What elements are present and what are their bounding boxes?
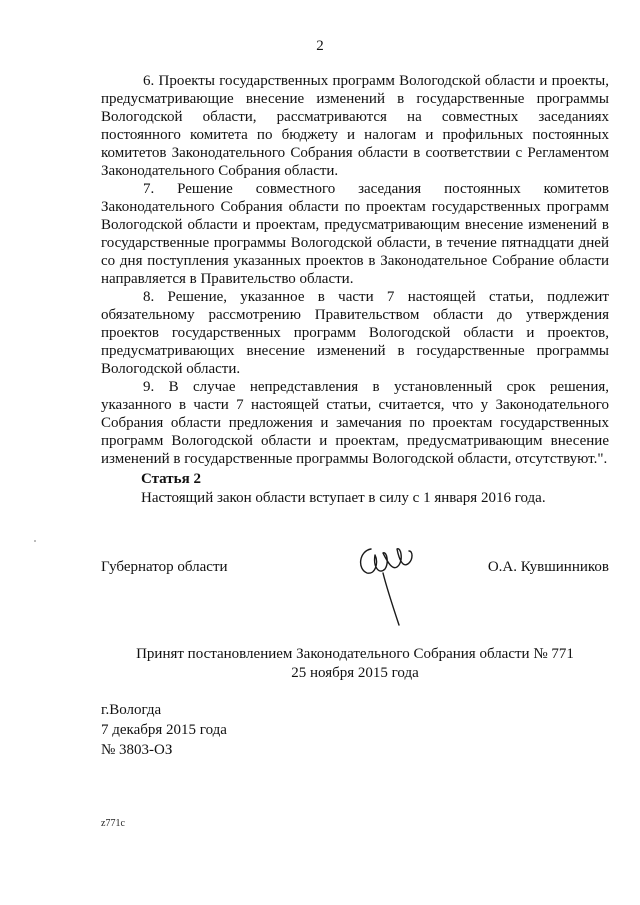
signature-row: [101, 557, 609, 627]
article-2-title: Статья 2: [141, 471, 201, 487]
city: г.Вологда: [101, 702, 162, 718]
paragraph-7: 7. Решение совместного заседания постоянных комитетов Законодательного Собрания области по проектам государственных программ Вологодской области и проектам, предусматривающим внесение изменений в государственные программы Вологодской области, в течение пятнадцати дней со дня поступления указанных проектов в Законодательное Собрание области направляется в Правительство области.: [101, 181, 609, 287]
article-2-text: Настоящий закон области вступает в силу с 1 января 2016 года.: [141, 490, 546, 506]
article-2: [101, 470, 609, 508]
place-date-block: [101, 700, 227, 760]
adoption-line-1: Принят постановлением Законодательного Собрания области № 771: [136, 646, 574, 662]
handwritten-signature: [353, 539, 423, 629]
paragraph-8: 8. Решение, указанное в части 7 настоящей статьи, подлежит обязательному рассмотрению Правительством области до утверждения проектов государственных программ Вологодской области и проектов, предусматривающих внесение изменений в государственные программы Вологодской области.: [101, 289, 609, 377]
governor-title: Губернатор области: [101, 559, 228, 575]
signing-date: 7 декабря 2015 года: [101, 722, 227, 738]
scan-speck: [34, 540, 36, 542]
footer-code: z771c: [101, 818, 125, 829]
page-number: 2: [316, 38, 324, 54]
article-1-body: [101, 72, 609, 468]
governor-name: О.А. Кувшинников: [487, 559, 609, 575]
law-number: № 3803-ОЗ: [101, 742, 173, 758]
paragraph-6: 6. Проекты государственных программ Вологодской области и проекты, предусматривающие внесение изменений в государственные программы Вологодской области, рассматриваются на совместных заседаниях постоянного комитета по бюджету и налогам и профильных постоянных комитетов Законодательного Собрания области в соответствии с Регламентом Законодательного Собрания области.: [101, 73, 609, 179]
adoption-note: [101, 645, 609, 683]
paragraph-9: 9. В случае непредставления в установленный срок решения, указанного в части 7 настоящей статьи, считается, что у Законодательного Собрания области предложения и замечания по проектам государственных программ Вологодской области и проектам, предусматривающим внесение изменений в государственные программы Вологодской области, отсутствуют.".: [101, 379, 609, 467]
adoption-date: 25 ноября 2015 года: [291, 665, 419, 681]
